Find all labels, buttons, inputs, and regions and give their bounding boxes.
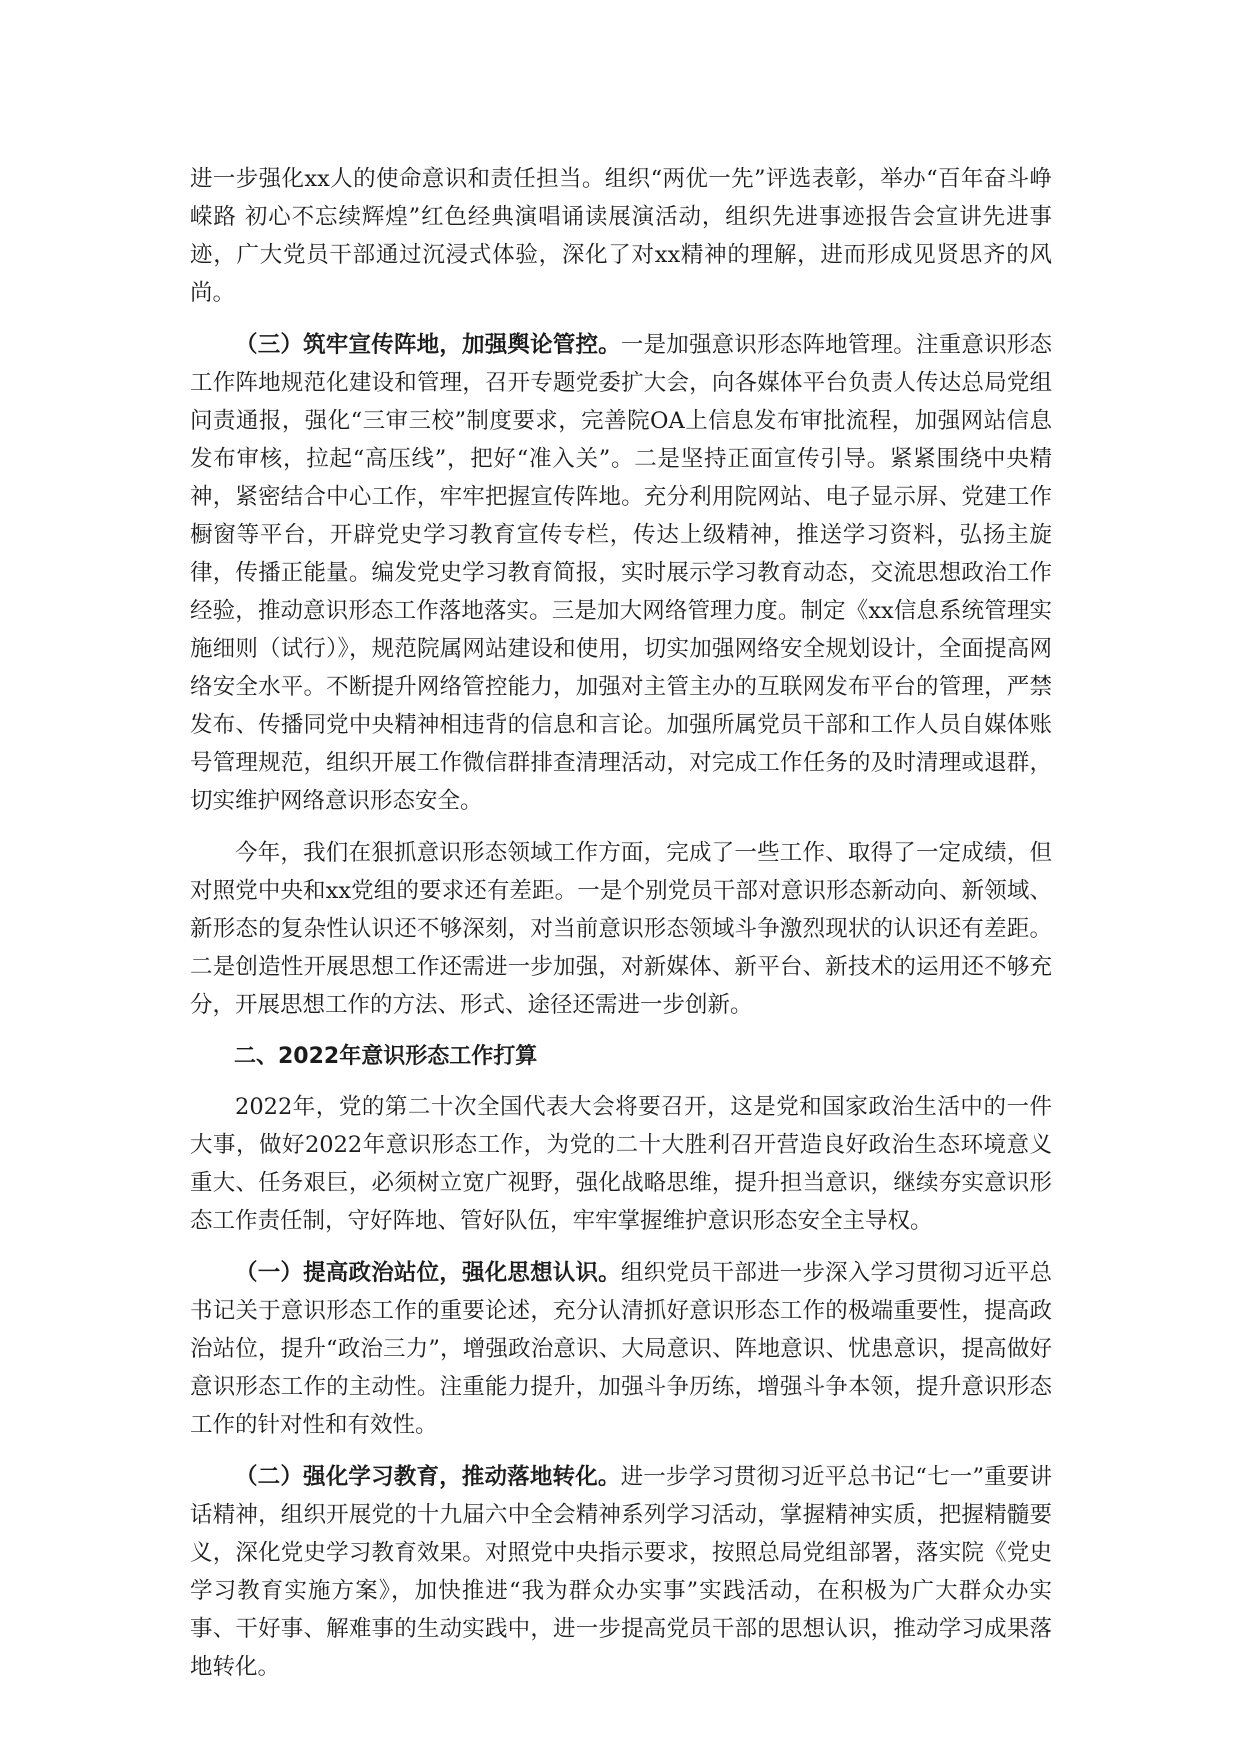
document-page	[190, 160, 1052, 1700]
paragraph-study-education	[190, 1458, 1052, 1686]
paragraph-body: 一是加强意识形态阵地管理。注重意识形态工作阵地规范化建设和管理，召开专题党委扩大会，向各媒体平台负责人传达总局党组问责通报，强化“三审三校”制度要求，完善院OA上信息发布审批流程，加强网站信息发布审核，拉起“高压线”，把好“准入关”。二是坚持正面宣传引导。紧紧围绕中央精神，紧密结合中心工作，牢牢把握宣传阵地。充分利用院网站、电子显示屏、党建工作橱窗等平台，开辟党史学习教育宣传专栏，传达上级精神，推送学习资料，弘扬主旋律，传播正能量。编发党史学习教育简报，实时展示学习教育动态，交流思想政治工作经验，推动意识形态工作落地落实。三是加大网络管理力度。制定《xx信息系统管理实施细则（试行）》，规范院属网站建设和使用，切实加强网络安全规划设计，全面提高网络安全水平。不断提升网络管控能力，加强对主管主办的互联网发布平台的管理，严禁发布、传播同党中央精神相违背的信息和言论。加强所属党员干部和工作人员自媒体账号管理规范，组织开展工作微信群排查清理活动，对完成工作任务的及时清理或退群，切实维护网络意识形态安全。	[190, 332, 1052, 814]
paragraph-political-stance	[190, 1254, 1052, 1444]
paragraph-body: 组织党员干部进一步深入学习贯彻习近平总书记关于意识形态工作的重要论述，充分认清抓好意识形态工作的极端重要性，提高政治站位，提升“政治三力”，增强政治意识、大局意识、阵地意识、忧患意识，提高做好意识形态工作的主动性。注重能力提升，加强斗争历练，增强斗争本领，提升意识形态工作的针对性和有效性。	[190, 1260, 1052, 1438]
paragraph-lead-heading: （三）筑牢宣传阵地，加强舆论管控。	[235, 332, 621, 358]
section-heading-2022-plan: 二、2022年意识形态工作打算	[234, 1044, 538, 1069]
paragraph-propaganda-front	[190, 326, 1052, 820]
paragraph-lead-heading: （一）提高政治站位，强化思想认识。	[235, 1260, 621, 1286]
paragraph-body: 进一步学习贯彻习近平总书记“七一”重要讲话精神，组织开展党的十九届六中全会精神系列学习活动，掌握精神实质，把握精髓要义，深化党史学习教育效果。对照党中央指示要求，按照总局党组部署，落实院《党史学习教育实施方案》，加快推进“我为群众办实事”实践活动，在积极为广大群众办实事、干好事、解难事的生动实践中，进一步提高党员干部的思想认识，推动学习成果落地转化。	[190, 1464, 1052, 1680]
paragraph-2022-overview: 2022年，党的第二十次全国代表大会将要召开，这是党和国家政治生活中的一件大事，做好2022年意识形态工作，为党的二十大胜利召开营造良好政治生态环境意义重大、任务艰巨，必须树立宽广视野，强化战略思维，提升担当意识，继续夯实意识形态工作责任制，守好阵地、管好队伍，牢牢掌握维护意识形态安全主导权。	[190, 1094, 1052, 1234]
paragraph-lead-heading: （二）强化学习教育，推动落地转化。	[235, 1464, 621, 1490]
paragraph-continuation: 进一步强化xx人的使命意识和责任担当。组织“两优一先”评选表彰，举办“百年奋斗峥嵘路 初心不忘续辉煌”红色经典演唱诵读展演活动，组织先进事迹报告会宣讲先进事迹，广大党员干部通过沉浸式体验，深化了对xx精神的理解，进而形成见贤思齐的风尚。	[190, 166, 1052, 306]
paragraph-shortcomings: 今年，我们在狠抓意识形态领域工作方面，完成了一些工作、取得了一定成绩，但对照党中央和xx党组的要求还有差距。一是个别党员干部对意识形态新动向、新领域、新形态的复杂性认识还不够深刻，对当前意识形态领域斗争激烈现状的认识还有差距。二是创造性开展思想工作还需进一步加强，对新媒体、新平台、新技术的运用还不够充分，开展思想工作的方法、形式、途径还需进一步创新。	[190, 840, 1052, 1018]
